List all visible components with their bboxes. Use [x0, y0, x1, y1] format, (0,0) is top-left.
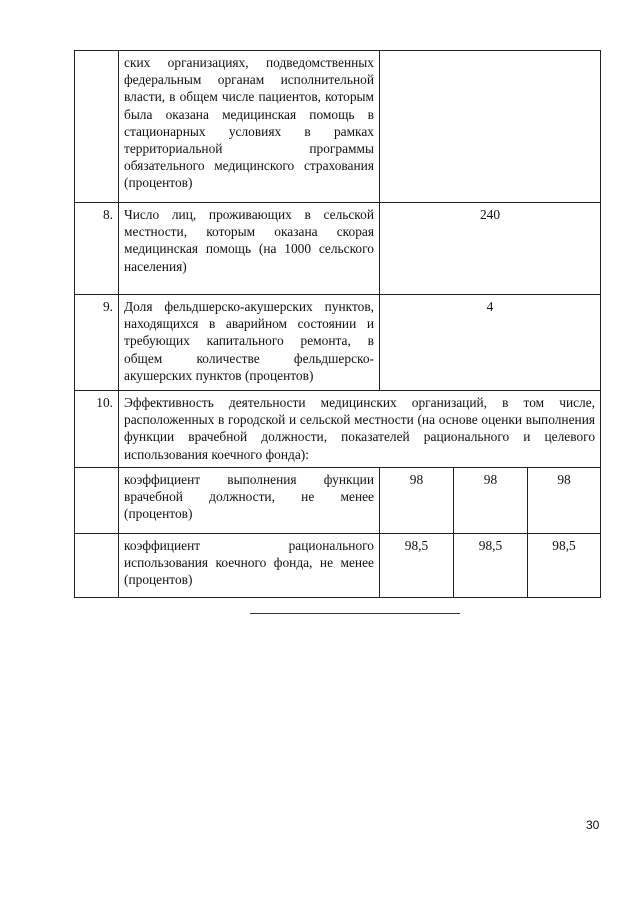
- row-number: [75, 467, 119, 533]
- row-value-3: 98: [528, 467, 601, 533]
- table-row: [75, 203, 601, 295]
- row-value: [380, 51, 601, 203]
- row-value: 240: [380, 203, 601, 295]
- row-value-2: 98: [454, 467, 528, 533]
- row-value-3: 98,5: [528, 533, 601, 597]
- table-row: [75, 295, 601, 391]
- row-number: 9.: [75, 295, 119, 391]
- row-description: Число лиц, проживающих в сельской местности, которым оказана скорая медицинская помощь (на 1000 сельского населения): [119, 203, 380, 295]
- row-number: [75, 533, 119, 597]
- end-separator-line: [250, 613, 460, 614]
- row-value-2: 98,5: [454, 533, 528, 597]
- page-number: 30: [586, 818, 600, 832]
- row-number: [75, 51, 119, 203]
- table-row: [75, 391, 601, 468]
- row-value-1: 98: [380, 467, 454, 533]
- row-description: Эффективность деятельности медицинских организаций, в том числе, расположенных в городской и сельской местности (на основе оценки выполнения функции врачебной должности, показателей рационального и целевого использования коечного фонда):: [119, 391, 601, 468]
- row-value: 4: [380, 295, 601, 391]
- indicators-table: [74, 50, 601, 598]
- row-description: коэффициент выполнения функции врачебной должности, не менее (процентов): [119, 467, 380, 533]
- row-number: 10.: [75, 391, 119, 468]
- table-row: [75, 51, 601, 203]
- row-description: Доля фельдшерско-акушерских пунктов, находящихся в аварийном состоянии и требующих капитального ремонта, в общем количестве фельдшерско-акушерских пунктов (процентов): [119, 295, 380, 391]
- table-row: [75, 467, 601, 533]
- row-number: 8.: [75, 203, 119, 295]
- row-description: ских организациях, подведомственных федеральным органам исполнительной власти, в общем числе пациентов, которым была оказана медицинская помощь в стационарных условиях в рамках территориальной программы обязательного медицинского страхования (процентов): [119, 51, 380, 203]
- row-description: коэффициент рационального использования коечного фонда, не менее (процентов): [119, 533, 380, 597]
- row-value-1: 98,5: [380, 533, 454, 597]
- table-row: [75, 533, 601, 597]
